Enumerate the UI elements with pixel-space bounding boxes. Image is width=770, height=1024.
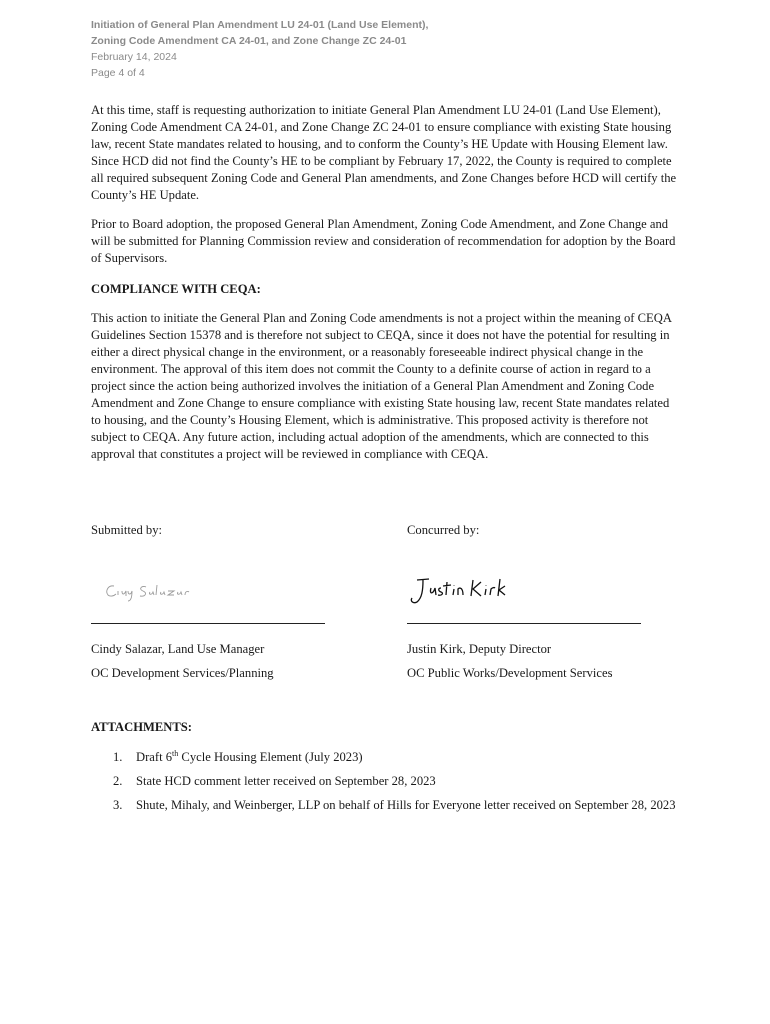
list-item-text: Shute, Mihaly, and Weinberger, LLP on behalf of Hills for Everyone letter received on September 28, 2023 <box>136 798 676 812</box>
header-date: February 14, 2024 <box>91 51 177 63</box>
header-page-number: Page 4 of 4 <box>91 67 145 79</box>
header-title-line-1: Initiation of General Plan Amendment LU 24-01 (Land Use Element), <box>91 19 429 31</box>
attachments-list <box>91 749 683 821</box>
list-item <box>91 797 683 814</box>
attachments-heading: ATTACHMENTS: <box>91 720 192 734</box>
paragraph-board-adoption: Prior to Board adoption, the proposed General Plan Amendment, Zoning Code Amendment, and Zone Change and will be submitted for Planning Commission review and consideration of recommendation for adoption by the Board of Supervisors. <box>91 217 676 265</box>
list-item <box>91 749 683 766</box>
list-item-text-continued: Cycle Housing Element (July 2023) <box>178 750 363 764</box>
concurred-by-label: Concurred by: <box>407 523 480 537</box>
submitter-name-title: Cindy Salazar, Land Use Manager <box>91 642 265 656</box>
list-item-superscript: th <box>172 748 179 758</box>
concurrer-name-title: Justin Kirk, Deputy Director <box>407 642 552 656</box>
list-item-text: State HCD comment letter received on September 28, 2023 <box>136 774 436 788</box>
signature-line-left <box>91 623 325 624</box>
list-item-number: 3. <box>113 798 123 812</box>
header-title-line-2: Zoning Code Amendment CA 24-01, and Zone Change ZC 24-01 <box>91 35 407 47</box>
paragraph-authorization: At this time, staff is requesting authorization to initiate General Plan Amendment LU 24-01 (Land Use Element), Zoning Code Amendment CA 24-01, and Zone Change ZC 24-01 to ensure compliance with existing State housing law, recent State mandates related to housing, and to conform the County’s HE Update with Housing Element law. Since HCD did not find the County’s HE to be compliant by February 17, 2022, the County is required to complete all required subsequent Zoning Code and General Plan amendments, and Zone Changes before HCD will certify the County’s HE Update. <box>91 103 677 202</box>
signature-line-right <box>407 623 641 624</box>
paragraph-ceqa: This action to initiate the General Plan and Zoning Code amendments is not a project within the meaning of CEQA Guidelines Section 15378 and is therefore not subject to CEQA, since it does not have the potential for resulting in either a direct physical change in the environment, or a reasonably foreseeable indirect physical change in the environment. The approval of this item does not commit the County to a definite course of action in regard to a project since the action being authorized involves the initiation of a General Plan Amendment and Zoning Code Amendment and Zone Change to ensure compliance with existing State housing law, recent State mandates related to housing, and the County’s Housing Element, which is administrative. This proposed activity is therefore not subject to CEQA. Any future action, including actual adoption of the amendments, which are connected to this approval that constitutes a project will be reviewed in compliance with CEQA. <box>91 311 672 461</box>
list-item <box>91 773 683 790</box>
submitter-department: OC Development Services/Planning <box>91 666 274 680</box>
list-item-text: Draft 6 <box>136 750 173 764</box>
document-header <box>91 17 428 81</box>
list-item-number: 2. <box>113 774 123 788</box>
submitted-by-label: Submitted by: <box>91 523 163 537</box>
list-item-number: 1. <box>113 750 123 764</box>
cindy-salazar-signature <box>100 577 210 607</box>
ceqa-heading: COMPLIANCE WITH CEQA: <box>91 282 261 296</box>
justin-kirk-signature <box>407 574 517 608</box>
concurrer-department: OC Public Works/Development Services <box>407 666 613 680</box>
